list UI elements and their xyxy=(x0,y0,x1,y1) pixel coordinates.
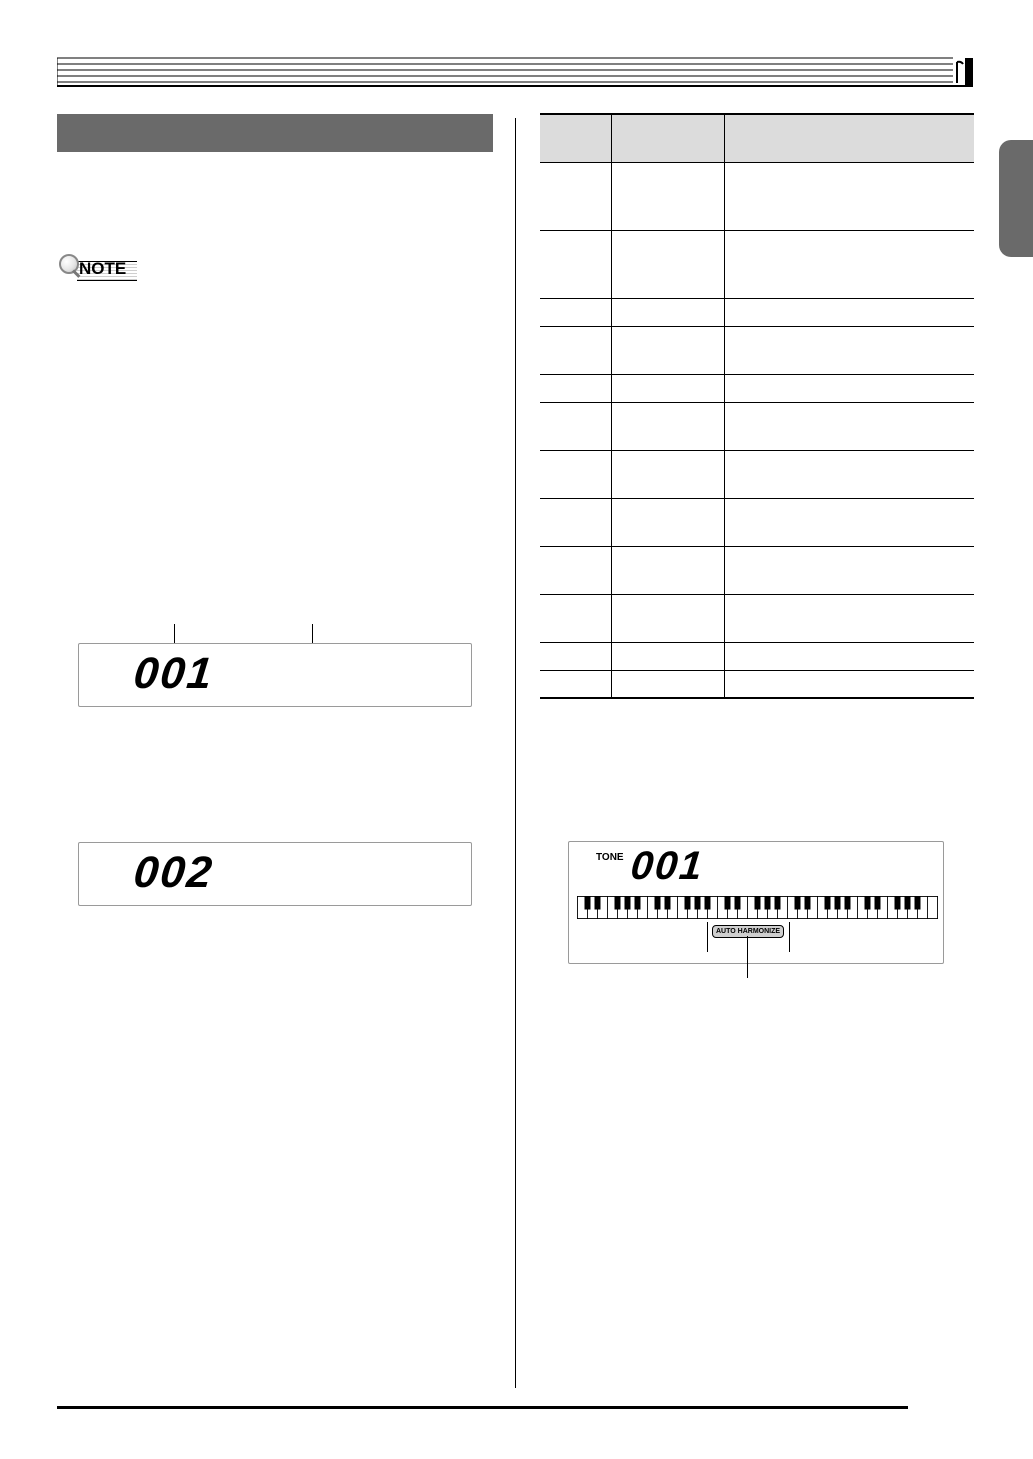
table-cell xyxy=(612,326,725,374)
table-row xyxy=(540,374,974,402)
table-cell xyxy=(725,450,975,498)
lcd-panel xyxy=(568,841,944,964)
table-row xyxy=(540,546,974,594)
lcd-digits-2: 002 xyxy=(131,848,217,897)
black-key xyxy=(895,897,901,910)
table-header-row xyxy=(540,114,974,162)
table-cell xyxy=(725,498,975,546)
callout-line-left xyxy=(707,922,708,952)
table-cell xyxy=(612,374,725,402)
table-row xyxy=(540,642,974,670)
table-cell xyxy=(612,642,725,670)
black-key xyxy=(875,897,881,910)
white-key xyxy=(928,897,938,919)
note-label: NOTE xyxy=(79,259,127,278)
table-cell xyxy=(612,450,725,498)
table-cell xyxy=(540,670,612,698)
table-cell xyxy=(725,326,975,374)
table-header-cell xyxy=(725,114,975,162)
black-key xyxy=(595,897,601,910)
table-cell xyxy=(540,546,612,594)
table-cell xyxy=(540,230,612,298)
black-key xyxy=(905,897,911,910)
black-key xyxy=(585,897,591,910)
table-cell xyxy=(725,298,975,326)
table-cell xyxy=(725,374,975,402)
section-heading-bar xyxy=(57,114,493,152)
table-cell xyxy=(612,594,725,642)
black-key xyxy=(805,897,811,910)
table-row xyxy=(540,162,974,230)
column-divider xyxy=(515,118,516,1388)
table-cell xyxy=(540,326,612,374)
table-cell xyxy=(725,670,975,698)
lcd-display-1 xyxy=(78,643,472,707)
black-key xyxy=(635,897,641,910)
table-row xyxy=(540,498,974,546)
header-staff xyxy=(57,56,973,88)
black-key xyxy=(915,897,921,910)
table-row xyxy=(540,670,974,698)
black-key xyxy=(705,897,711,910)
table-cell xyxy=(725,642,975,670)
tone-label: TONE xyxy=(596,852,624,863)
lcd-display-2 xyxy=(78,842,472,906)
table-row xyxy=(540,402,974,450)
table-cell xyxy=(540,402,612,450)
table-cell xyxy=(540,298,612,326)
black-key xyxy=(655,897,661,910)
table-cell xyxy=(540,642,612,670)
callout-line-right xyxy=(789,922,790,952)
black-key xyxy=(615,897,621,910)
table-cell xyxy=(725,402,975,450)
black-key xyxy=(695,897,701,910)
callout-line-indicator xyxy=(747,936,748,978)
table-cell xyxy=(540,594,612,642)
black-key xyxy=(865,897,871,910)
table-cell xyxy=(540,450,612,498)
black-key xyxy=(665,897,671,910)
footer-rule xyxy=(57,1406,908,1409)
lcd-digits-1: 001 xyxy=(131,649,217,698)
black-key xyxy=(755,897,761,910)
black-key xyxy=(735,897,741,910)
black-key xyxy=(685,897,691,910)
black-key xyxy=(825,897,831,910)
table-cell xyxy=(725,546,975,594)
side-tab xyxy=(999,140,1033,257)
table-cell xyxy=(612,298,725,326)
note-badge xyxy=(57,253,141,283)
black-key xyxy=(845,897,851,910)
black-key xyxy=(625,897,631,910)
table-cell xyxy=(725,230,975,298)
table-row xyxy=(540,230,974,298)
black-key xyxy=(725,897,731,910)
table-cell xyxy=(612,230,725,298)
table-header-cell xyxy=(612,114,725,162)
keyboard-display xyxy=(577,896,943,920)
lcd-panel-digits: 001 xyxy=(628,844,707,888)
black-key xyxy=(775,897,781,910)
table-row xyxy=(540,326,974,374)
table-cell xyxy=(540,374,612,402)
table-cell xyxy=(725,594,975,642)
black-key xyxy=(765,897,771,910)
table-row xyxy=(540,450,974,498)
table-cell xyxy=(540,498,612,546)
table-cell xyxy=(612,670,725,698)
table-cell xyxy=(612,162,725,230)
tone-table xyxy=(540,113,974,699)
table-cell xyxy=(725,162,975,230)
table-header-cell xyxy=(540,114,612,162)
table-cell xyxy=(612,546,725,594)
black-key xyxy=(795,897,801,910)
black-key xyxy=(835,897,841,910)
table-row xyxy=(540,594,974,642)
auto-harmonize-indicator: AUTO HARMONIZE xyxy=(712,925,784,938)
table-cell xyxy=(612,402,725,450)
table-row xyxy=(540,298,974,326)
table-cell xyxy=(540,162,612,230)
table-cell xyxy=(612,498,725,546)
